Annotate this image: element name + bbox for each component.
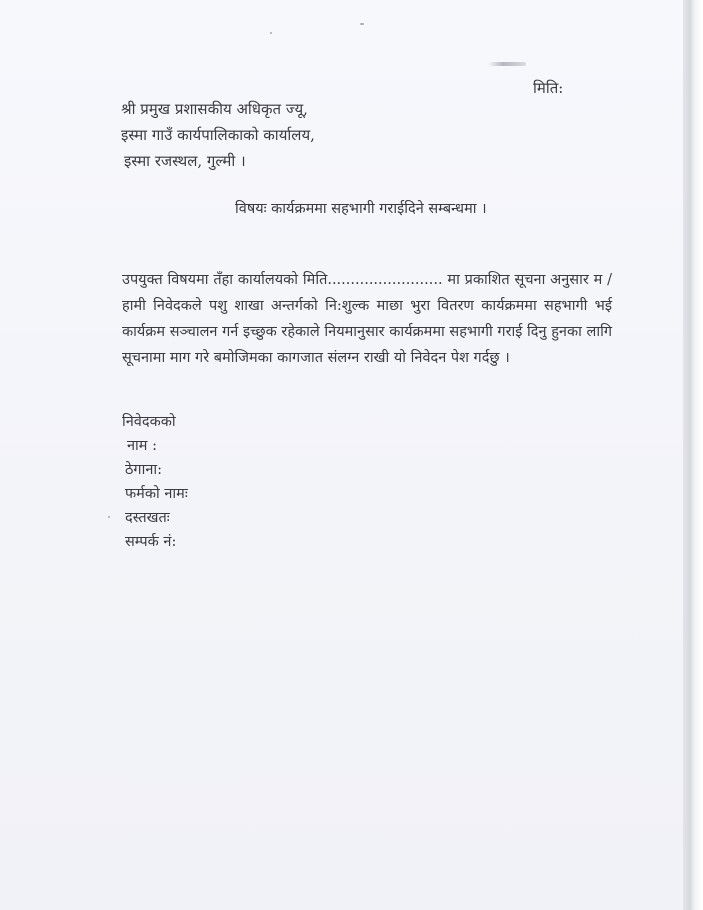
address-line-2: इस्मा गाउँ कार्यपालिकाको कार्यालय, — [121, 126, 315, 144]
address-field-label: ठेगाना: — [125, 462, 163, 478]
name-field-label: नाम : — [127, 438, 157, 454]
contact-field-label: सम्पर्क नं: — [125, 534, 177, 550]
applicant-heading: निवेदकको — [122, 414, 176, 430]
signature-field-label: दस्तखतः — [125, 510, 170, 526]
scan-speck — [360, 23, 364, 25]
address-line-3: इस्मा रजस्थल, गुल्मी । — [124, 152, 246, 170]
date-label: मिति: — [533, 79, 564, 97]
firm-name-field-label: फर्मको नामः — [125, 486, 188, 502]
scan-speck — [270, 32, 272, 34]
scan-speck — [108, 516, 110, 518]
scan-smudge — [488, 62, 526, 66]
applicant-details — [122, 410, 188, 554]
address-line-1: श्री प्रमुख प्रशासकीय अधिकृत ज्यू, — [121, 100, 308, 118]
recipient-address — [121, 96, 315, 174]
scan-edge — [683, 0, 703, 910]
subject-line: विषयः कार्यक्रममा सहभागी गराईदिने सम्बन्धमा । — [235, 201, 487, 217]
body-paragraph: उपयुक्त विषयमा तँहा कार्यालयको मिति......................... मा प्रकाशित सूचना अनुसार म /हामी निवेदकले पशु शाखा अन्तर्गको नि:शुल्क माछा भुरा वितरण कार्यक्रममा सहभागी भई कार्यक्रम सञ्चालन गर्न इच्छुक रहेकाले नियमानुसार कार्यक्रममा सहभागी गराई दिनु हुनका लागि सूचनामा माग गरे बमोजिमका कागजात संलग्न राखी यो निवेदन पेश गर्दछु । — [122, 272, 612, 366]
